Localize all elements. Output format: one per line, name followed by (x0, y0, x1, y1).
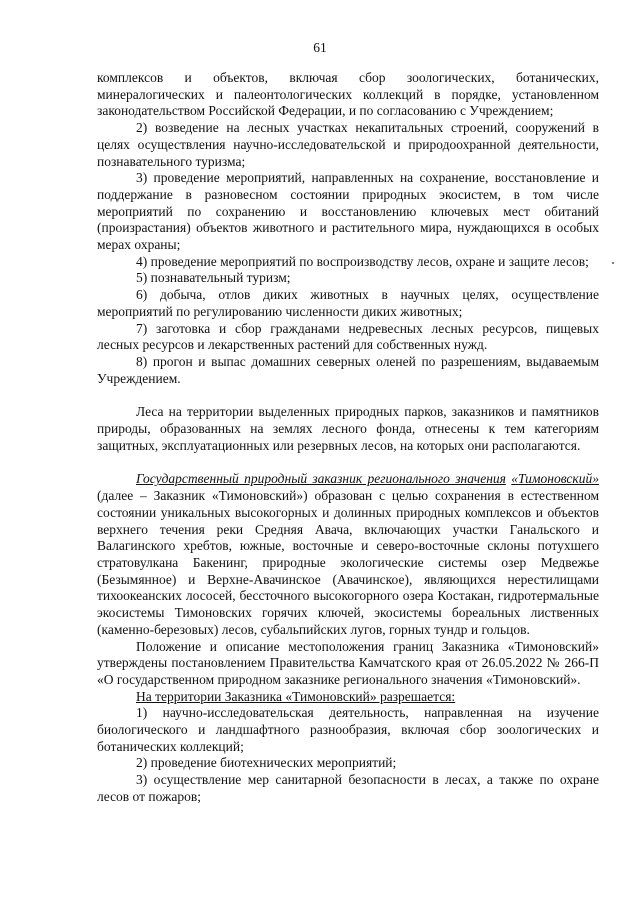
list-item: 7) заготовка и сбор гражданами недревесных лесных ресурсов, пищевых лесных ресурсов и лекарственных растений для собственных нужд. (97, 320, 599, 353)
list-item: 8) прогон и выпас домашних северных оленей по разрешениям, выдаваемым Учреждением. (97, 353, 599, 386)
forests-paragraph: Леса на территории выделенных природных парков, заказников и памятников природы, образованных на землях лесного фонда, отнесены к тем категориям защитных, эксплуатационных или резервных лесов, на которых они располагаются. (97, 404, 599, 453)
reserve-paragraph (97, 471, 599, 638)
reserve-title: Государственный природный заказник регионального значения (136, 471, 506, 487)
list-item: 1) научно-исследовательская деятельность, направленная на изучение биологического и ландшафтного разнообразия, включая сбор зоологических и ботанических коллекций; (97, 705, 599, 754)
list-item: 5) познавательный туризм; (136, 270, 291, 286)
reserve-name: «Тимоновский» (511, 471, 599, 487)
list-item: 4) проведение мероприятий по воспроизводству лесов, охране и защите лесов; (136, 253, 589, 269)
page-body (97, 70, 599, 806)
allowed-heading-line (97, 689, 599, 706)
list-item: 3) осуществление мер санитарной безопасности в лесах, а также по охране лесов от пожаров; (97, 772, 599, 804)
reserve-description: (далее – Заказник «Тимоновский») образован с целью сохранения в естественном состоянии уникальных высокогорных и долинных природных комплексов и объектов верхнего течения реки Средняя Авача, включающих участки Ганальского и Валагинского хребтов, южные, восточные и северо-восточные склоны потухшего стратовулкана Бакенинг, природные экологические системы озер Медвежье (Безымянное) и Верхне-Авачинское (Авачинское), являющихся нерестилищами тихоокеанских лососей, бессточного высокогорного озера Костакан, гидротермальные экосистемы Тимоновских горячих ключей, экосистемы бореальных лиственных (каменно-березовых) лесов, субальпийских лугов, горных тундр и гольцов. (97, 488, 599, 637)
list-item: 2) возведение на лесных участках некапитальных строений, сооружений в целях осуществления научно-исследовательской и природоохранной деятельности, познавательного туризма; (97, 120, 599, 169)
list-item: 6) добыча, отлов диких животных в научных целях, осуществление мероприятий по регулированию численности диких животных; (97, 287, 599, 319)
scan-speck (612, 262, 614, 264)
paragraph-continuation: комплексов и объектов, включая сбор зоологических, ботанических, минералогических и палеонтологических коллекций в порядке, установленном законодательством Российской Федерации, и по согласованию с Учреждением; (97, 70, 599, 119)
list-item: 3) проведение мероприятий, направленных на сохранение, восстановление и поддержание в разновесном состоянии природных экосистем, в том числе мероприятий по сохранению и восстановлению ключевых мест обитаний (произрастания) объектов животного и растительного мира, нуждающихся в особых мерах охраны; (97, 170, 599, 253)
allowed-heading: На территории Заказника «Тимоновский» разрешается: (136, 688, 456, 704)
list-item: 2) проведение биотехнических мероприятий; (136, 755, 397, 771)
page-number: 61 (313, 40, 327, 55)
boundaries-paragraph: Положение и описание местоположения границ Заказника «Тимоновский» утверждены постановлением Правительства Камчатского края от 26.05.2022 № 266-П «О государственном природном заказнике регионального значения «Тимоновский». (97, 638, 599, 687)
